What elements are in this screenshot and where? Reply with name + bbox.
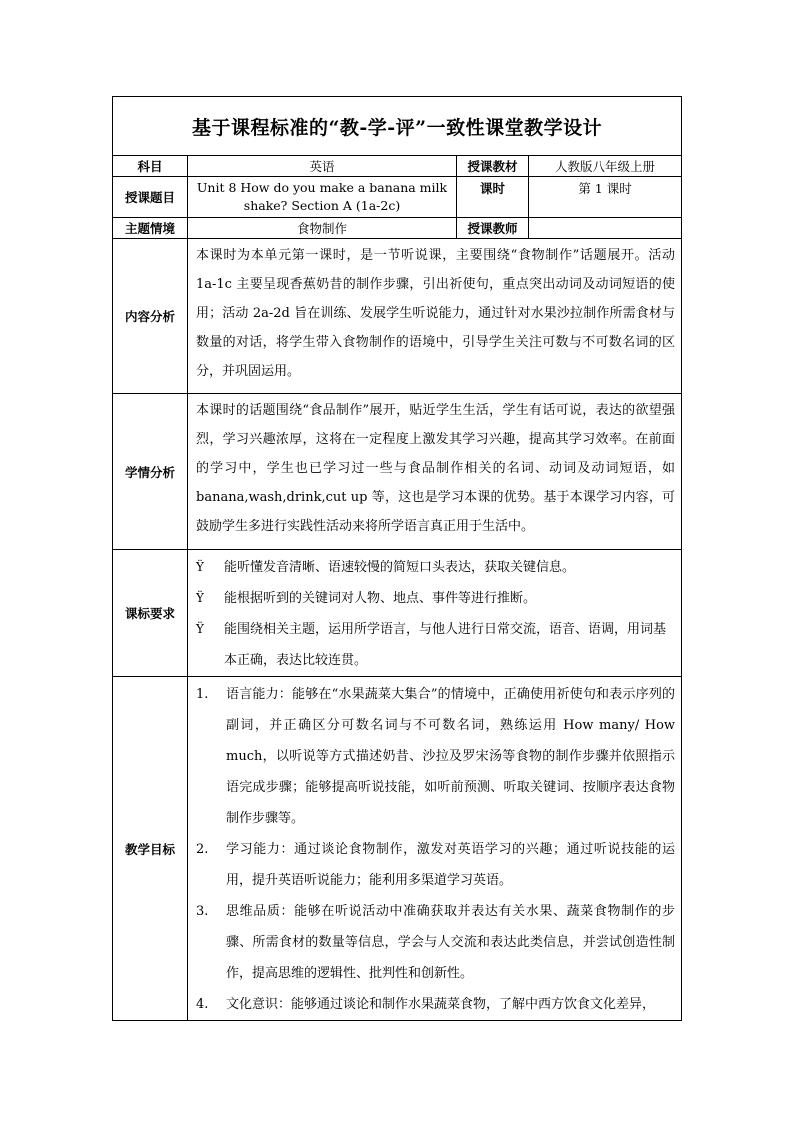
bullet-marker: Ÿ [196, 591, 204, 605]
objective-number: 4. [196, 997, 209, 1012]
textbook-value: 人教版八年级上册 [529, 156, 682, 177]
document-title: 基于课程标准的“教-学-评”一致性课堂教学设计 [113, 97, 682, 156]
topic-label: 授课题目 [113, 177, 188, 218]
teacher-value [529, 218, 682, 239]
objective-item [196, 989, 675, 1020]
teacher-label: 授课教师 [457, 218, 529, 239]
student-analysis-cell [188, 394, 682, 550]
objective-item [196, 679, 675, 834]
objectives-cell [188, 677, 682, 1021]
objective-text: 文化意识：能够通过谈论和制作水果蔬菜食物，了解中西方饮食文化差异， [226, 997, 656, 1012]
standards-item [196, 552, 675, 583]
period-value: 第 1 课时 [529, 177, 682, 218]
bullet-marker: Ÿ [196, 560, 204, 574]
standards-cell [188, 550, 682, 677]
standards-item-text: 能围绕相关主题，运用所学语言，与他人进行日常交流，语音、语调，用词基本正确，表达比较连贯。 [224, 622, 667, 668]
content-analysis-label: 内容分析 [113, 239, 188, 394]
objective-text: 语言能力：能够在“水果蔬菜大集合”的情境中，正确使用祈使句和表示序列的副词，并正确区分可数名词与不可数名词，熟练运用 How many/ How much，以听说等方式描述奶昔、沙拉及罗宋汤等食物的制作步骤并依照指示语完成步骤；能够提高听说技能，如听前预测、听取关键词、按顺序表达食物制作步骤等。 [226, 687, 676, 826]
objective-item [196, 834, 675, 896]
subject-value: 英语 [188, 156, 457, 177]
lesson-plan-table [112, 96, 682, 1021]
topic-value: Unit 8 How do you make a banana milk shake? Section A (1a-2c) [188, 177, 457, 218]
standards-item [196, 583, 675, 614]
lesson-plan-page [112, 96, 681, 1021]
student-analysis-label: 学情分析 [113, 394, 188, 550]
content-analysis-text: 本课时为本单元第一课时，是一节听说课，主要围绕“食物制作”话题展开。活动 1a-1c 主要呈现香蕉奶昔的制作步骤，引出祈使句，重点突出动词及动词短语的使用；活动 2a-2d 旨在训练、发展学生听说能力，通过针对水果沙拉制作所需食材与数量的对话，将学生带入食物制作的语境中，引导学生关注可数与不可数名词的区分，并巩固运用。 [196, 248, 676, 379]
theme-label: 主题情境 [113, 218, 188, 239]
subject-label: 科目 [113, 156, 188, 177]
objective-number: 3. [196, 904, 209, 919]
objective-text: 学习能力：通过谈论食物制作，激发对英语学习的兴趣；通过听说技能的运用，提升英语听说能力；能利用多渠道学习英语。 [226, 842, 676, 888]
student-analysis-text: 本课时的话题围绕“食品制作”展开，贴近学生生活，学生有话可说，表达的欲望强烈，学习兴趣浓厚，这将在一定程度上激发其学习兴趣，提高其学习效率。在前面的学习中，学生也已学习过一些与食品制作相关的名词、动词及动词短语，如 banana,wash,drink,cut up 等，这也是学习本课的优势。基于本课学习内容，可鼓励学生多进行实践性活动来将所学语言真正用于生活中。 [196, 403, 676, 534]
objectives-label: 教学目标 [113, 677, 188, 1021]
standards-item-text: 能根据听到的关键词对人物、地点、事件等进行推断。 [224, 591, 537, 606]
theme-value: 食物制作 [188, 218, 457, 239]
bullet-marker: Ÿ [196, 622, 204, 636]
objective-text: 思维品质：能够在听说活动中准确获取并表达有关水果、蔬菜食物制作的步骤、所需食材的数量等信息，学会与人交流和表达此类信息，并尝试创造性制作，提高思维的逻辑性、批判性和创新性。 [226, 904, 676, 981]
objective-number: 2. [196, 842, 209, 857]
objective-number: 1. [196, 687, 209, 702]
content-analysis-cell [188, 239, 682, 394]
standards-label: 课标要求 [113, 550, 188, 677]
standards-item-text: 能听懂发音清晰、语速较慢的简短口头表达，获取关键信息。 [224, 560, 576, 575]
standards-item [196, 614, 675, 676]
textbook-label: 授课教材 [457, 156, 529, 177]
objective-item [196, 896, 675, 989]
period-label: 课时 [457, 177, 529, 218]
